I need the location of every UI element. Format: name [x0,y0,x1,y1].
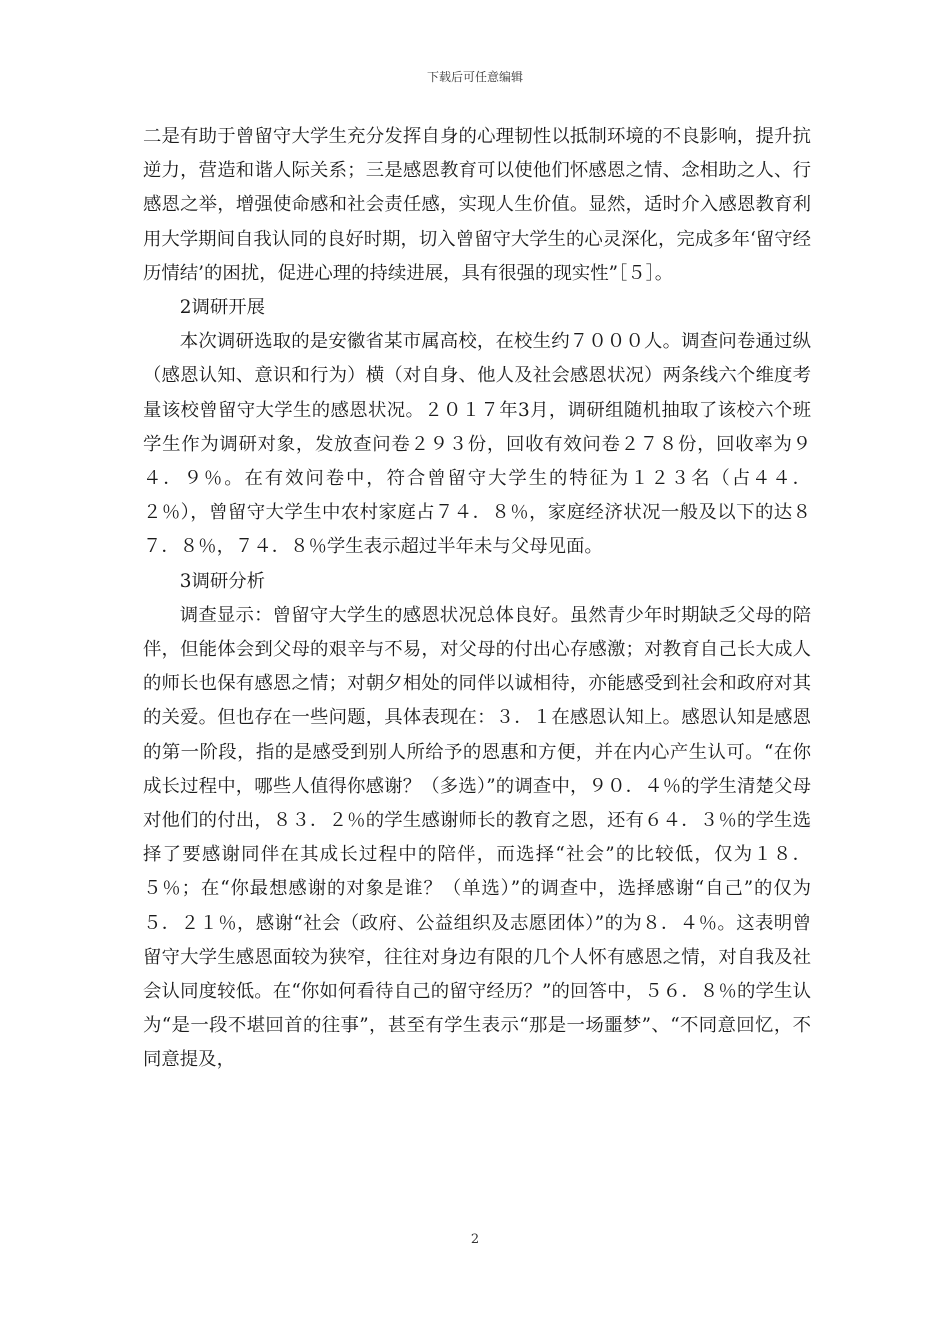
document-body [143,120,811,1078]
section-heading-3: 3调研分析 [179,570,266,592]
paragraph-continued: 二是有助于曾留守大学生充分发挥自身的心理韧性以抵制环境的不良影响，提升抗逆力，营造和谐人际关系；三是感恩教育可以使他们怀感恩之情、念相助之人、行感恩之举，增强使命感和社会责任感，实现人生价值。显然，适时介入感恩教育利用大学期间自我认同的良好时期，切入曾留守大学生的心灵深化，完成多年‘留守经历情结’的困扰，促进心理的持续进展，具有很强的现实性”［５］。 [143,126,811,284]
page-header: 下载后可任意编辑 [426,70,523,84]
section-heading-2: 2调研开展 [179,297,266,319]
page-number: 2 [470,1232,480,1247]
paragraph-survey-analysis: 调查显示：曾留守大学生的感恩状况总体良好。虽然青少年时期缺乏父母的陪伴，但能体会到父母的艰辛与不易，对父母的付出心存感激；对教育自己长大成人的师长也保有感恩之情；对朝夕相处的同伴以诚相待，亦能感受到社会和政府对其的关爱。但也存在一些问题，具体表现在：３．１在感恩认知上。感恩认知是感恩的第一阶段，指的是感受到别人所给予的恩惠和方便，并在内心产生认可。“在你成长过程中，哪些人值得你感谢？（多选）”的调查中，９０．４％的学生清楚父母对他们的付出，８３．２％的学生感谢师长的教育之恩，还有６４．３％的学生选择了要感谢同伴在其成长过程中的陪伴，而选择“社会”的比较低，仅为１８．５％；在“你最想感谢的对象是谁？（单选）”的调查中，选择感谢“自己”的仅为５．２１％，感谢“社会（政府、公益组织及志愿团体）”的为８．４％。这表明曾留守大学生感恩面较为狭窄，往往对身边有限的几个人怀有感恩之情，对自我及社会认同度较低。在“你如何看待自己的留守经历？”的回答中，５６．８％的学生认为“是一段不堪回首的往事”，甚至有学生表示“那是一场噩梦”、“不同意回忆，不同意提及， [143,604,811,1071]
paragraph-survey-setup: 本次调研选取的是安徽省某市属高校，在校生约７０００人。调查问卷通过纵（感恩认知、意识和行为）横（对自身、他人及社会感恩状况）两条线六个维度考量该校曾留守大学生的感恩状况。２０１７年3月，调研组随机抽取了该校六个班学生作为调研对象，发放查问卷２９３份，回收有效问卷２７８份，回收率为９４．９％。在有效问卷中，符合曾留守大学生的特征为１２３名（占４４．２％），曾留守大学生中农村家庭占７４．８％，家庭经济状况一般及以下的达８７．８％，７４．８％学生表示超过半年未与父母见面。 [143,331,811,558]
